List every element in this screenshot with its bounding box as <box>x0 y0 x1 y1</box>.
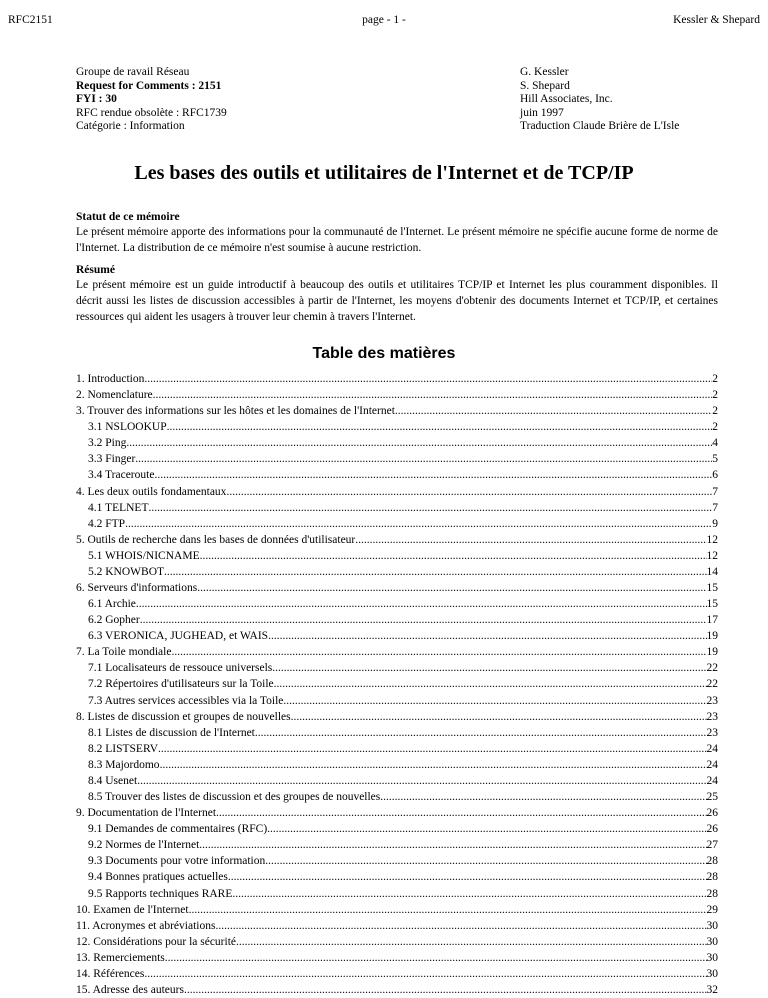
toc-leader-dots <box>126 435 712 451</box>
toc-entry-label: 9.5 Rapports techniques RARE <box>88 887 233 900</box>
toc-entry-page: 14 <box>706 565 718 578</box>
toc-entry[interactable] <box>76 918 718 934</box>
toc-leader-dots <box>395 403 712 419</box>
toc-entry-label: 6.2 Gopher <box>88 614 140 627</box>
toc-entry-label: 14. Références <box>76 967 145 980</box>
toc-entry-label: 7.2 Répertoires d'utilisateurs sur la Toile <box>88 678 274 691</box>
toc-entry[interactable] <box>76 532 718 548</box>
toc-entry-page: 7 <box>712 501 718 514</box>
toc-entry[interactable] <box>76 628 718 644</box>
toc-leader-dots <box>272 660 706 676</box>
toc-leader-dots <box>355 532 706 548</box>
toc-entry-label: 8.5 Trouver des listes de discussion et des groupes de nouvelles <box>88 791 381 804</box>
toc-leader-dots <box>283 693 706 709</box>
toc-entry[interactable] <box>76 773 718 789</box>
toc-entry-page: 24 <box>706 758 718 771</box>
toc-entry-label: 5.1 WHOIS/NICNAME <box>88 549 200 562</box>
toc-entry-label: 6.1 Archie <box>88 598 136 611</box>
toc-entry-page: 12 <box>706 549 718 562</box>
toc-leader-dots <box>148 500 712 516</box>
toc-entry-label: 3.4 Traceroute <box>88 469 155 482</box>
toc-leader-dots <box>160 757 707 773</box>
category: Catégorie : Information <box>76 120 185 132</box>
toc-entry-page: 25 <box>706 791 718 804</box>
toc-entry[interactable] <box>76 676 718 692</box>
toc-leader-dots <box>232 886 706 902</box>
toc-entry-page: 27 <box>706 839 718 852</box>
toc-leader-dots <box>236 934 706 950</box>
toc-entry[interactable] <box>76 451 718 467</box>
toc-entry[interactable] <box>76 934 718 950</box>
toc-entry[interactable] <box>76 580 718 596</box>
toc-entry-page: 24 <box>706 774 718 787</box>
date: juin 1997 <box>520 106 564 119</box>
toc-entry-label: 7.3 Autres services accessibles via la Toile <box>88 694 284 707</box>
toc-entry-page: 6 <box>712 469 718 482</box>
status-text: Le présent mémoire apporte des informations pour la communauté de l'Internet. Le présent mémoire ne spécifie aucune forme de norme de l'Internet. La distribution de ce mémoire n'est soumise à aucune restriction. <box>76 226 718 254</box>
toc-entry[interactable] <box>76 950 718 966</box>
toc-entry-page: 22 <box>706 678 718 691</box>
toc-leader-dots <box>164 564 706 580</box>
toc-entry[interactable] <box>76 387 718 403</box>
toc-leader-dots <box>135 451 712 467</box>
toc-entry-label: 9.3 Documents pour votre information <box>88 855 266 868</box>
toc-leader-dots <box>137 773 706 789</box>
toc-entry[interactable] <box>76 500 718 516</box>
toc-entry-page: 24 <box>706 742 718 755</box>
organization: Hill Associates, Inc. <box>520 93 613 105</box>
toc-entry[interactable] <box>76 805 718 821</box>
toc-leader-dots <box>158 741 707 757</box>
document-metadata <box>76 66 227 134</box>
toc-entry-label: 3. Trouver des informations sur les hôtes et les domaines de l'Internet <box>76 405 395 418</box>
toc-entry-page: 2 <box>712 389 718 402</box>
toc-leader-dots <box>167 419 713 435</box>
toc-entry-page: 30 <box>706 967 718 980</box>
toc-entry-label: 11. Acronymes et abréviations <box>76 919 216 932</box>
toc-entry-page: 23 <box>706 694 718 707</box>
toc-entry[interactable] <box>76 435 718 451</box>
toc-entry-label: 10. Examen de l'Internet <box>76 903 189 916</box>
toc-entry[interactable] <box>76 660 718 676</box>
toc-entry-label: 5. Outils de recherche dans les bases de données d'utilisateur <box>76 533 356 546</box>
toc-entry-label: 12. Considérations pour la sécurité <box>76 935 237 948</box>
toc-entry-page: 28 <box>706 855 718 868</box>
header-page-number: page - 1 - <box>362 14 406 26</box>
author-2: S. Shepard <box>520 79 570 92</box>
toc-leader-dots <box>255 725 707 741</box>
rfc-number: Request for Comments : 2151 <box>76 79 222 92</box>
toc-entry-label: 6. Serveurs d'informations <box>76 582 198 595</box>
toc-entry[interactable] <box>76 837 718 853</box>
toc-leader-dots <box>189 902 707 918</box>
toc-leader-dots <box>228 869 707 885</box>
toc-entry[interactable] <box>76 709 718 725</box>
document-title: Les bases des outils et utilitaires de l'Internet et de TCP/IP <box>134 162 634 184</box>
toc-leader-dots <box>291 709 707 725</box>
toc-entry-page: 28 <box>706 887 718 900</box>
toc-entry-label: 7. La Toile mondiale <box>76 646 172 659</box>
translator: Traduction Claude Brière de L'Isle <box>520 120 680 132</box>
toc-entry-label: 15. Adresse des auteurs <box>76 983 184 996</box>
toc-entry-label: 7.1 Localisateurs de ressouce universels <box>88 662 273 675</box>
toc-entry-page: 15 <box>706 598 718 611</box>
toc-entry[interactable] <box>76 789 718 805</box>
toc-leader-dots <box>125 516 712 532</box>
toc-entry-label: 6.3 VERONICA, JUGHEAD, et WAIS <box>88 630 269 643</box>
toc-entry-label: 2. Nomenclature <box>76 389 153 402</box>
toc-entry-label: 8.2 LISTSERV <box>88 742 158 755</box>
toc-entry[interactable] <box>76 886 718 902</box>
toc-entry[interactable] <box>76 869 718 885</box>
toc-entry[interactable] <box>76 902 718 918</box>
toc-entry-label: 9.1 Demandes de commentaires (RFC) <box>88 823 268 836</box>
toc-entry-page: 29 <box>706 903 718 916</box>
toc-leader-dots <box>184 982 707 998</box>
toc-entry-page: 22 <box>706 662 718 675</box>
toc-leader-dots <box>265 853 706 869</box>
toc-entry-page: 30 <box>706 919 718 932</box>
toc-entry[interactable] <box>76 403 718 419</box>
toc-entry-page: 17 <box>706 614 718 627</box>
toc-entry[interactable] <box>76 757 718 773</box>
toc-entry-page: 19 <box>706 630 718 643</box>
toc-entry[interactable] <box>76 853 718 869</box>
toc-entry-page: 28 <box>706 871 718 884</box>
toc-leader-dots <box>140 612 707 628</box>
toc-entry-label: 9. Documentation de l'Internet <box>76 807 217 820</box>
toc-entry-page: 12 <box>706 533 718 546</box>
toc-entry-label: 5.2 KNOWBOT <box>88 565 165 578</box>
toc-entry[interactable] <box>76 821 718 837</box>
toc-entry-page: 4 <box>712 437 718 450</box>
toc-leader-dots <box>197 580 706 596</box>
toc-entry[interactable] <box>76 741 718 757</box>
toc-leader-dots <box>136 596 707 612</box>
toc-entry-label: 8.1 Listes de discussion de l'Internet <box>88 726 255 739</box>
toc-entry-page: 7 <box>712 485 718 498</box>
toc-leader-dots <box>215 918 706 934</box>
toc-entry-page: 2 <box>712 373 718 385</box>
toc-entry-label: 8.4 Usenet <box>88 774 138 787</box>
table-of-contents <box>76 371 718 998</box>
toc-entry-page: 15 <box>706 582 718 595</box>
toc-entry-page: 23 <box>706 726 718 739</box>
toc-entry-page: 19 <box>706 646 718 659</box>
toc-entry-page: 2 <box>712 421 718 434</box>
toc-leader-dots <box>171 644 706 660</box>
toc-entry[interactable] <box>76 484 718 500</box>
toc-leader-dots <box>144 371 712 387</box>
toc-leader-dots <box>380 789 706 805</box>
toc-entry-label: 4.2 FTP <box>88 517 126 530</box>
status-heading: Statut de ce mémoire <box>76 211 180 223</box>
toc-entry[interactable] <box>76 693 718 709</box>
author-metadata <box>520 66 679 134</box>
toc-entry-label: 8. Listes de discussion et groupes de nouvelles <box>76 710 291 723</box>
toc-title: Table des matières <box>312 345 456 362</box>
toc-entry-label: 1. Introduction <box>76 373 145 385</box>
toc-leader-dots <box>199 837 706 853</box>
toc-entry[interactable] <box>76 371 718 387</box>
toc-entry[interactable] <box>76 644 718 660</box>
toc-leader-dots <box>267 821 706 837</box>
toc-entry[interactable] <box>76 564 718 580</box>
toc-leader-dots <box>216 805 706 821</box>
summary-text: Le présent mémoire est un guide introductif à beaucoup des outils et utilitaires TCP/IP et Internet les plus couramment disponibles. Il décrit aussi les listes de discussion accessibles à partir de l'Internet, les moyens d'obtenir des documents Internet et TCP/IP, et certaines ressources qui aident les usagers à trouver leur chemin à travers l'Internet. <box>76 279 718 323</box>
toc-entry-label: 9.4 Bonnes pratiques actuelles <box>88 871 228 884</box>
toc-entry-page: 23 <box>706 710 718 723</box>
toc-entry[interactable] <box>76 596 718 612</box>
toc-entry[interactable] <box>76 966 718 982</box>
author-1: G. Kessler <box>520 66 569 78</box>
toc-entry-label: 3.1 NSLOOKUP <box>88 421 167 434</box>
toc-leader-dots <box>144 966 706 982</box>
toc-entry-label: 3.3 Finger <box>88 453 136 466</box>
toc-entry-page: 2 <box>712 405 718 418</box>
toc-leader-dots <box>200 548 707 564</box>
toc-entry[interactable] <box>76 419 718 435</box>
toc-entry-label: 13. Remerciements <box>76 951 165 964</box>
toc-entry-label: 4. Les deux outils fondamentaux <box>76 485 227 498</box>
toc-entry-page: 9 <box>712 517 718 530</box>
toc-entry-label: 3.2 Ping <box>88 437 127 450</box>
toc-entry[interactable] <box>76 612 718 628</box>
obsoletes: RFC rendue obsolète : RFC1739 <box>76 106 227 119</box>
toc-entry-page: 26 <box>706 823 718 836</box>
toc-entry-page: 26 <box>706 807 718 820</box>
toc-leader-dots <box>226 484 712 500</box>
summary-section <box>76 264 718 325</box>
toc-entry-label: 4.1 TELNET <box>88 501 149 514</box>
toc-leader-dots <box>165 950 707 966</box>
status-section <box>76 211 718 256</box>
toc-entry[interactable] <box>76 725 718 741</box>
toc-leader-dots <box>274 676 707 692</box>
toc-entry[interactable] <box>76 982 718 998</box>
toc-entry-page: 5 <box>712 453 718 466</box>
working-group: Groupe de ravail Réseau <box>76 66 190 78</box>
header-authors: Kessler & Shepard <box>673 14 760 26</box>
toc-entry-page: 30 <box>706 935 718 948</box>
fyi-number: FYI : 30 <box>76 93 117 105</box>
toc-entry-label: 8.3 Majordomo <box>88 758 160 771</box>
toc-leader-dots <box>153 387 713 403</box>
toc-entry-label: 9.2 Normes de l'Internet <box>88 839 200 852</box>
toc-entry[interactable] <box>76 548 718 564</box>
toc-leader-dots <box>268 628 706 644</box>
toc-entry-page: 32 <box>706 983 718 996</box>
toc-entry-page: 30 <box>706 951 718 964</box>
toc-leader-dots <box>154 467 712 483</box>
toc-entry[interactable] <box>76 516 718 532</box>
summary-heading: Résumé <box>76 264 115 276</box>
page-header <box>8 14 760 30</box>
toc-entry[interactable] <box>76 467 718 483</box>
header-rfc-number: RFC2151 <box>8 14 53 26</box>
